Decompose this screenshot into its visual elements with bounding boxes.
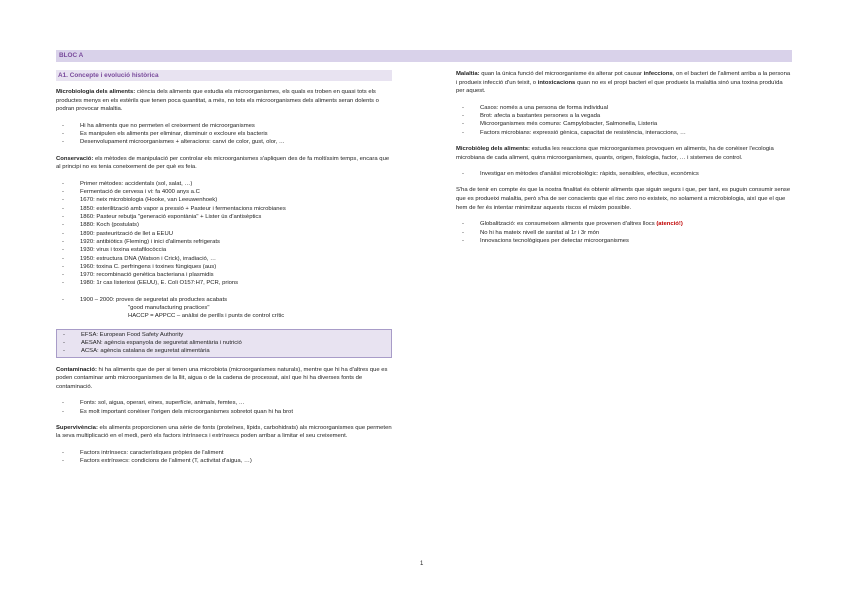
list-item: - 1670: neix microbiologia (Hooke, van Leeuwenhoek) — [56, 196, 392, 204]
history-list-2 — [56, 296, 392, 321]
conservacio-paragraph — [56, 155, 392, 172]
supervivencia-paragraph — [56, 424, 392, 441]
list-item: - Innovacions tecnològiques per detectar microorganismes — [456, 237, 792, 245]
microbiologia-term: Microbiologia dels aliments: — [56, 89, 136, 95]
list-item: - Factors microbians: expressió gènica, capacitat de resistència, interaccions, … — [456, 129, 792, 137]
list-item: - 1970: recombinació genètica bacteriana i plasmidis — [56, 271, 392, 279]
list-subitem: HACCP = APPCC – anàlisi de perills i punts de control crític — [128, 313, 285, 320]
malaltia-list — [456, 104, 792, 137]
list-item: - Hi ha aliments que no permeten el creixement de microorganismes — [56, 122, 392, 130]
bloc-header: BLOC A — [56, 50, 792, 62]
list-item: - Fermentació de cervesa i vi: fa 4000 anys a.C — [56, 188, 392, 196]
conservacio-term: Conservació: — [56, 155, 94, 162]
list-item: - 1880: Koch (postulats) — [56, 221, 392, 229]
microbioleg-paragraph — [456, 145, 792, 162]
list-item: - Factors extrínsecs: condicions de l'aliment (T, activitat d'aigua, …) — [56, 457, 392, 465]
intoxicacions-term: intoxicacions — [537, 79, 576, 86]
contaminacio-list — [56, 399, 392, 416]
malaltia-text-1: quan la única funció del microorganisme és alterar pot causar — [479, 71, 644, 77]
list-item: - Casos: només a una persona de forma individual — [456, 104, 792, 112]
list-item: - Factors intrínsecs: característiques pròpies de l'aliment — [56, 449, 392, 457]
microbiologia-list — [56, 122, 392, 147]
final-list — [456, 220, 792, 245]
malaltia-text-3: quan no es el propi bacteri el que produeix la malaltia sinó una toxina produïda per aquest. — [456, 79, 783, 95]
conservacio-text: els mètodes de manipulació per controlar els microorganismes s'apliquen des de fa moltíssim temps, encara que al principi no es tenia coneixement de per què es feia. — [56, 155, 390, 171]
list-item: - 1920: antibiòtics (Fleming) i inici d'aliments refrigerats — [56, 238, 392, 246]
list-item: - 1900 – 2000: proves de seguretat als productes acabats — [56, 296, 392, 304]
microbiologia-text: ciència dels aliments que estudia els microorganismes, els quals es troben en quasi tots els productes menys en els estèrils que tenen poca quantitat, a més, no tots els microorganismes dels aliments seran dolents o podran provocar malaltia. — [56, 89, 379, 113]
list-item: - No hi ha mateix nivell de sanitat al 1r i 3r món — [456, 229, 792, 237]
list-item: - EFSA: European Food Safety Authority — [57, 331, 391, 339]
malaltia-term: Malaltia: — [456, 71, 480, 77]
right-column — [456, 70, 792, 253]
list-item: - Fonts: sol, aigua, operari, eines, superfície, animals, femtes, … — [56, 399, 392, 407]
supervivencia-text: els aliments proporcionen una sèrie de fonts (proteïnes, lípids, carbohidrats) als microorganismes que permeten la seva multiplicació en el medi, però els factors intrínsecs i extrínsecs poden arribar a limitar el seu creixement. — [56, 424, 392, 440]
supervivencia-term: Supervivència: — [56, 424, 98, 431]
list-item: - 1850: esterilització amb vapor a pressió + Pasteur i fermentacions microbianes — [56, 205, 392, 213]
list-subitem: "good manufacturing practices" — [128, 305, 210, 312]
left-column — [56, 70, 392, 474]
contaminacio-text: hi ha aliments que de per si tenen una microbiota (microorganismes naturals), mentre que hi ha d'altres que es poden contaminar amb microorganismes de la llit, aigua o de la cadena de processat, així que hi ha diverses fonts de contaminació. — [56, 366, 388, 390]
malaltia-text-2: , on el bacteri de l'aliment arriba a la persona i produeix infecció d'un teixit, o — [456, 71, 791, 86]
microbioleg-text: estudia les reaccions que microorganismes provoquen en aliments, ha de conèixer l'ecologia microbiana de cada aliment, quins microorganismes, quants, origen, fisiologia, factor, … i sistemes de control. — [456, 145, 774, 161]
list-item: - Microorganismes més comuns: Campylobacter, Salmonella, Listeria — [456, 120, 792, 128]
list-item: - Brot: afecta a bastantes persones a la vegada — [456, 112, 792, 120]
microbioleg-term: Microbiòleg dels aliments: — [456, 145, 530, 152]
list-item: - ACSA: agència catalana de seguretat alimentària — [57, 347, 391, 355]
list-item — [456, 220, 792, 228]
list-item: - Desenvolupament microorganismes + alteracions: canvi de color, gust, olor, … — [56, 138, 392, 146]
final-paragraph: S'ha de tenir en compte és que la nostra finalitat és obtenir aliments que siguin segurs i que, per tant, es puguin consumir sense que es produeixi malaltia, però s'ha de ser conscients que el risc zero no existeix, no solament a microbiologia, així que el que hem de fer és intentar minimitzar aquests riscos el màxim possible. — [456, 187, 791, 211]
list-item: - 1890: pasteurització de llet a EEUU — [56, 230, 392, 238]
supervivencia-list — [56, 449, 392, 466]
section-title: A1. Concepte i evolució històrica — [56, 70, 392, 81]
agencies-list — [57, 331, 391, 356]
list-item: - Es manipulen els aliments per eliminar, disminuir o excloure els bacteris — [56, 130, 392, 138]
list-item: - Es molt important conèixer l'origen dels microorganismes sobretot quan hi ha brot — [56, 408, 392, 416]
atencio-note: (atenció!) — [656, 221, 683, 228]
list-item: - 1980: 1r cas listeriosi (EEUU), E. Coli O157:H7, PCR, prions — [56, 279, 392, 287]
list-item: - 1950: estructura DNA (Watson i Crick), irradiació, … — [56, 255, 392, 263]
list-item: - 1960: toxina C. perfringens i toxines fúngiques (aus) — [56, 263, 392, 271]
list-item-text: Globalització: es consumeixen aliments que provenen d'altres llocs — [480, 221, 655, 228]
contaminacio-paragraph — [56, 366, 392, 392]
microbiologia-paragraph — [56, 88, 392, 114]
list-item: - 1860: Pasteur rebutja "generació espontània" + Lister ús d'antisèptics — [56, 213, 392, 221]
list-item: - Investigar en mètodes d'anàlisi microbiològic: ràpids, sensibles, efectius, econòmics — [456, 170, 792, 178]
list-item: - 1930: virus i toxina estafilocòccia — [56, 246, 392, 254]
agencies-box — [56, 329, 392, 358]
malaltia-paragraph — [456, 70, 792, 96]
microbioleg-list — [456, 170, 792, 178]
page-number: 1 — [420, 561, 424, 567]
history-list — [56, 180, 392, 288]
list-item: - AESAN: agència espanyola de seguretat alimentària i nutrició — [57, 339, 391, 347]
list-item: - Primer mètodes: accidentals (sol, salat, …) — [56, 180, 392, 188]
infeccions-term: infeccions — [643, 71, 673, 77]
contaminacio-term: Contaminació: — [56, 366, 97, 373]
